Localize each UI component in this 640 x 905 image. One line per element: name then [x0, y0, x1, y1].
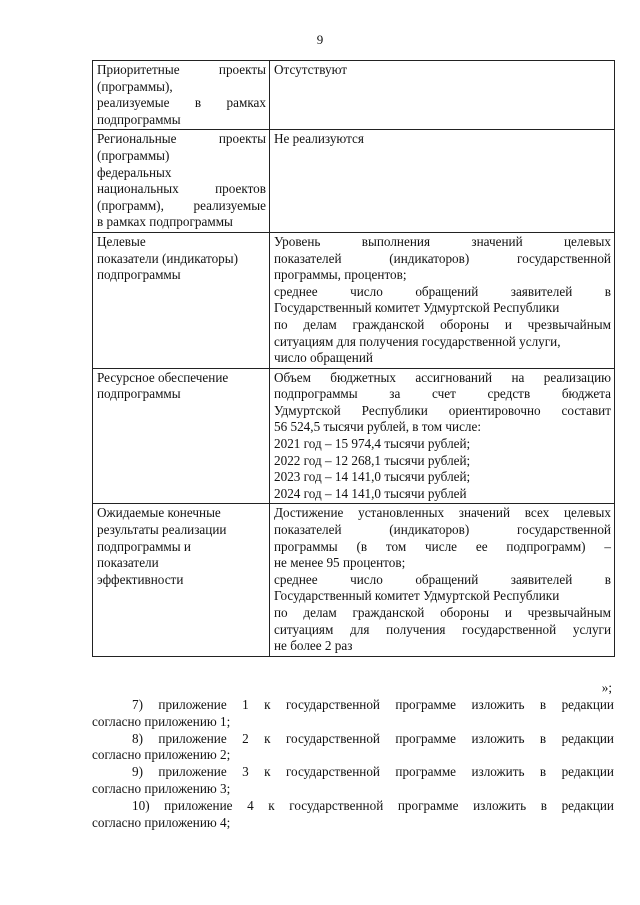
row-value-line: по делам гражданской обороны и чрезвычайным: [274, 605, 611, 620]
row-value-cell: [270, 232, 615, 368]
row-value-line: Уровень выполнения значений целевых: [274, 233, 611, 249]
row-label-cell: [93, 61, 270, 130]
row-value-cell: [270, 504, 615, 656]
amendment-item-continuation: согласно приложению 1;: [92, 713, 231, 729]
row-label-cell: [93, 504, 270, 656]
row-value-line: Объем бюджетных ассигнований на реализацию: [274, 369, 611, 385]
table-row: [93, 130, 615, 233]
row-label-line: (программ), реализуемые: [97, 197, 266, 213]
row-value-line: 2023 год – 14 141,0 тысячи рублей;: [274, 469, 471, 485]
amendment-item-continuation: согласно приложению 4;: [92, 814, 231, 830]
row-value-line: показателей (индикаторов) государственной: [274, 250, 611, 266]
amendment-item: [92, 798, 614, 832]
row-value-line: программы, процентов;: [274, 267, 407, 283]
table-row: [93, 504, 615, 656]
table-row: [93, 61, 615, 130]
row-value-line: показателей (индикаторов) государственной: [274, 522, 611, 538]
row-label-line: Региональные проекты: [97, 131, 266, 147]
row-label-line: результаты реализации: [97, 522, 227, 538]
row-value-line: 56 524,5 тысячи рублей, в том числе:: [274, 419, 482, 435]
amendment-item-text: 10) приложение 4 к государственной программе изложить в редакции: [132, 797, 614, 813]
row-value-line: Удмуртской Республики ориентировочно составит: [274, 402, 611, 418]
table-row: [93, 232, 615, 368]
row-label-cell: [93, 368, 270, 504]
row-label-line: эффективности: [97, 571, 184, 587]
row-label-line: (программы): [97, 147, 170, 163]
row-label-line: федеральных: [97, 164, 172, 180]
row-value-line: Государственный комитет Удмуртской Республики: [274, 588, 560, 604]
subprogram-passport-table: [92, 60, 615, 657]
row-label-line: подпрограммы и: [97, 538, 191, 554]
row-value-line: ситуациям для получения государственной услуги,: [274, 333, 561, 349]
amendment-item-text: 9) приложение 3 к государственной программе изложить в редакции: [132, 764, 614, 780]
row-label-line: реализуемые в рамках: [97, 95, 266, 111]
row-value-line: ситуациям для получения государственной услуги: [274, 621, 611, 637]
row-label-line: Ресурсное обеспечение: [97, 369, 229, 385]
amendment-item-continuation: согласно приложению 2;: [92, 747, 231, 763]
amendment-item: [92, 697, 614, 731]
row-value-line: Не реализуются: [274, 131, 364, 147]
row-label-line: подпрограммы: [97, 111, 181, 127]
row-value-line: подпрограммы за счет средств бюджета: [274, 386, 611, 402]
row-label-line: подпрограммы: [97, 267, 181, 283]
amendment-item: [92, 764, 614, 798]
row-value-line: среднее число обращений заявителей в: [274, 283, 611, 299]
row-value-line: Государственный комитет Удмуртской Республики: [274, 300, 560, 316]
row-value-line: не более 2 раз: [274, 638, 353, 654]
amendment-item: [92, 731, 614, 765]
amendment-item-continuation: согласно приложению 3;: [92, 780, 231, 796]
row-value-line: не менее 95 процентов;: [274, 555, 406, 571]
row-label-line: показатели: [97, 555, 159, 571]
row-value-line: 2022 год – 12 268,1 тысячи рублей;: [274, 452, 471, 468]
row-label-line: национальных проектов: [97, 181, 266, 197]
row-value-line: 2024 год – 14 141,0 тысячи рублей: [274, 485, 467, 501]
row-value-cell: [270, 368, 615, 504]
row-label-line: в рамках подпрограммы: [97, 214, 233, 230]
row-value-line: среднее число обращений заявителей в: [274, 571, 611, 587]
row-value-line: 2021 год – 15 974,4 тысячи рублей;: [274, 436, 471, 452]
row-label-cell: [93, 232, 270, 368]
row-value-line: Достижение установленных значений всех целевых: [274, 505, 611, 521]
row-label-line: Целевые: [97, 233, 146, 249]
row-value-cell: [270, 61, 615, 130]
page-number: 9: [316, 32, 324, 47]
row-label-line: (программы),: [97, 78, 173, 94]
row-label-line: Приоритетные проекты: [97, 62, 266, 77]
closing-quote: »;: [601, 680, 612, 695]
amendment-items: [92, 697, 614, 831]
row-value-line: число обращений: [274, 350, 373, 366]
row-value-line: программы (в том числе ее подпрограмм) –: [274, 538, 611, 554]
row-label-line: подпрограммы: [97, 386, 181, 402]
row-value-line: по делам гражданской обороны и чрезвычайным: [274, 316, 611, 332]
amendment-item-text: 8) приложение 2 к государственной программе изложить в редакции: [132, 730, 614, 746]
row-label-line: показатели (индикаторы): [97, 250, 239, 266]
row-value-line: Отсутствуют: [274, 62, 348, 77]
row-value-cell: [270, 130, 615, 233]
table-row: [93, 368, 615, 504]
amendment-item-text: 7) приложение 1 к государственной программе изложить в редакции: [132, 697, 614, 712]
row-label-line: Ожидаемые конечные: [97, 505, 221, 521]
row-label-cell: [93, 130, 270, 233]
